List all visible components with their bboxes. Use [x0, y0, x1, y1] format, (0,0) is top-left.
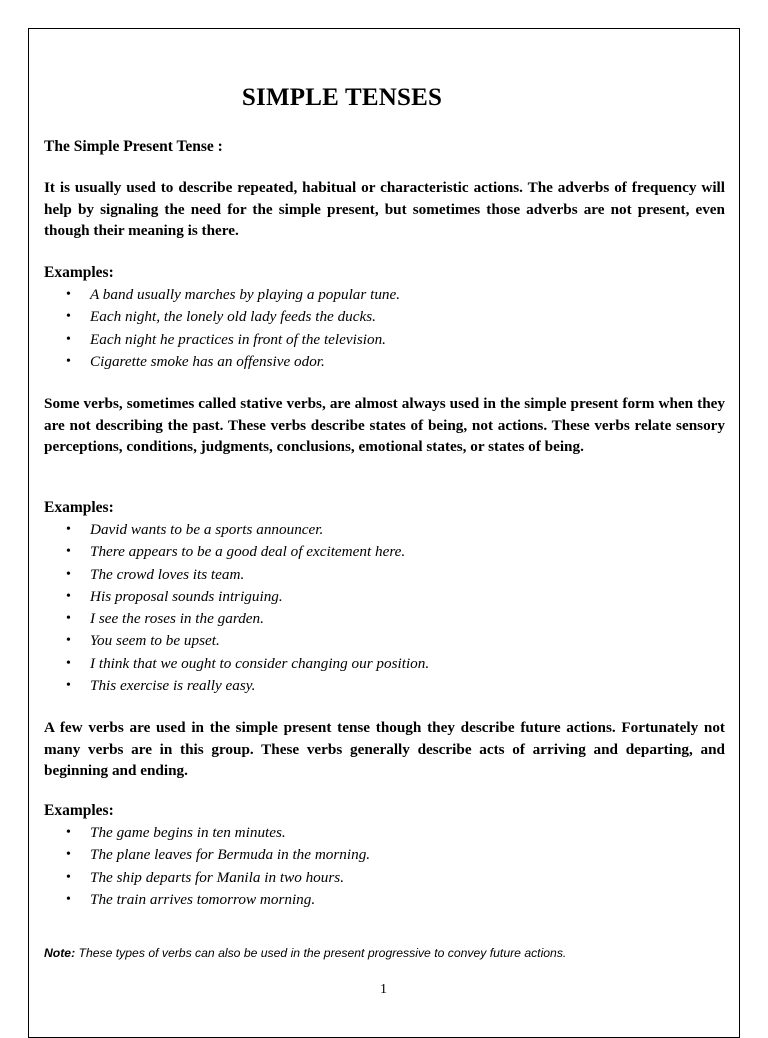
list-item: • A band usually marches by playing a popular tune. [44, 284, 725, 306]
section-heading: The Simple Present Tense : [44, 138, 223, 155]
paragraph-2-block [44, 393, 725, 458]
bullet-icon: • [66, 891, 71, 907]
bullet-icon: • [66, 869, 71, 885]
list-item: • The crowd loves its team. [44, 564, 725, 586]
examples-list-1 [44, 284, 725, 373]
bullet-icon: • [66, 655, 71, 671]
page-title: SIMPLE TENSES [241, 84, 443, 111]
list-item: • The plane leaves for Bermuda in the morning. [44, 844, 725, 866]
examples-label-1: Examples: [44, 264, 114, 281]
paragraph-1: It is usually used to describe repeated, habitual or characteristic actions. The adverbs of frequency will help by signaling the need for the simple present, but sometimes those adverbs are not present, even though their meaning is there. [44, 179, 725, 239]
examples-list-3 [44, 822, 725, 911]
list-item: • Each night he practices in front of the television. [44, 329, 725, 351]
bullet-icon: • [66, 331, 71, 347]
bullet-icon: • [66, 611, 71, 627]
page-number: 1 [380, 982, 387, 997]
list-item: • His proposal sounds intriguing. [44, 586, 725, 608]
list-item: • The game begins in ten minutes. [44, 822, 725, 844]
bullet-icon: • [66, 353, 71, 369]
bullet-icon: • [66, 825, 71, 840]
note [44, 946, 566, 960]
bullet-icon: • [66, 678, 71, 694]
list-item: • I think that we ought to consider changing our position. [44, 653, 725, 675]
examples-label-2: Examples: [44, 499, 114, 516]
examples-3-block [44, 800, 725, 911]
examples-list-2 [44, 519, 725, 697]
list-item: • This exercise is really easy. [44, 675, 725, 697]
bullet-icon: • [66, 633, 71, 649]
bullet-icon: • [66, 588, 71, 604]
list-item: • The ship departs for Manila in two hours. [44, 867, 725, 889]
note-text: These types of verbs can also be used in the present progressive to convey future actions. [75, 946, 567, 960]
list-item: • David wants to be a sports announcer. [44, 519, 725, 541]
examples-2-block [44, 497, 725, 697]
bullet-icon: • [66, 847, 71, 863]
examples-label-3: Examples: [44, 802, 114, 819]
paragraph-1-block [44, 177, 725, 242]
list-item: • Each night, the lonely old lady feeds the ducks. [44, 306, 725, 328]
bullet-icon: • [66, 309, 71, 325]
paragraph-3: A few verbs are used in the simple present tense though they describe future actions. Fortunately not many verbs are in this group. These verbs generally describe acts of arriving and departing, and beginning and ending. [44, 719, 725, 779]
examples-1-block [44, 262, 725, 373]
bullet-icon: • [66, 522, 71, 537]
paragraph-3-block [44, 717, 725, 782]
list-item: • The train arrives tomorrow morning. [44, 889, 725, 911]
section-heading-block [44, 136, 725, 158]
list-item: • You seem to be upset. [44, 630, 725, 652]
list-item: • Cigarette smoke has an offensive odor. [44, 351, 725, 373]
bullet-icon: • [66, 566, 71, 582]
list-item: • There appears to be a good deal of excitement here. [44, 541, 725, 563]
list-item: • I see the roses in the garden. [44, 608, 725, 630]
paragraph-2: Some verbs, sometimes called stative verbs, are almost always used in the simple present form when they are not describing the past. These verbs describe states of being, not actions. These verbs relate sensory perceptions, conditions, judgments, conclusions, emotional states, or states of being. [44, 395, 725, 455]
bullet-icon: • [66, 544, 71, 560]
note-label: Note: [44, 946, 76, 960]
bullet-icon: • [66, 287, 71, 302]
